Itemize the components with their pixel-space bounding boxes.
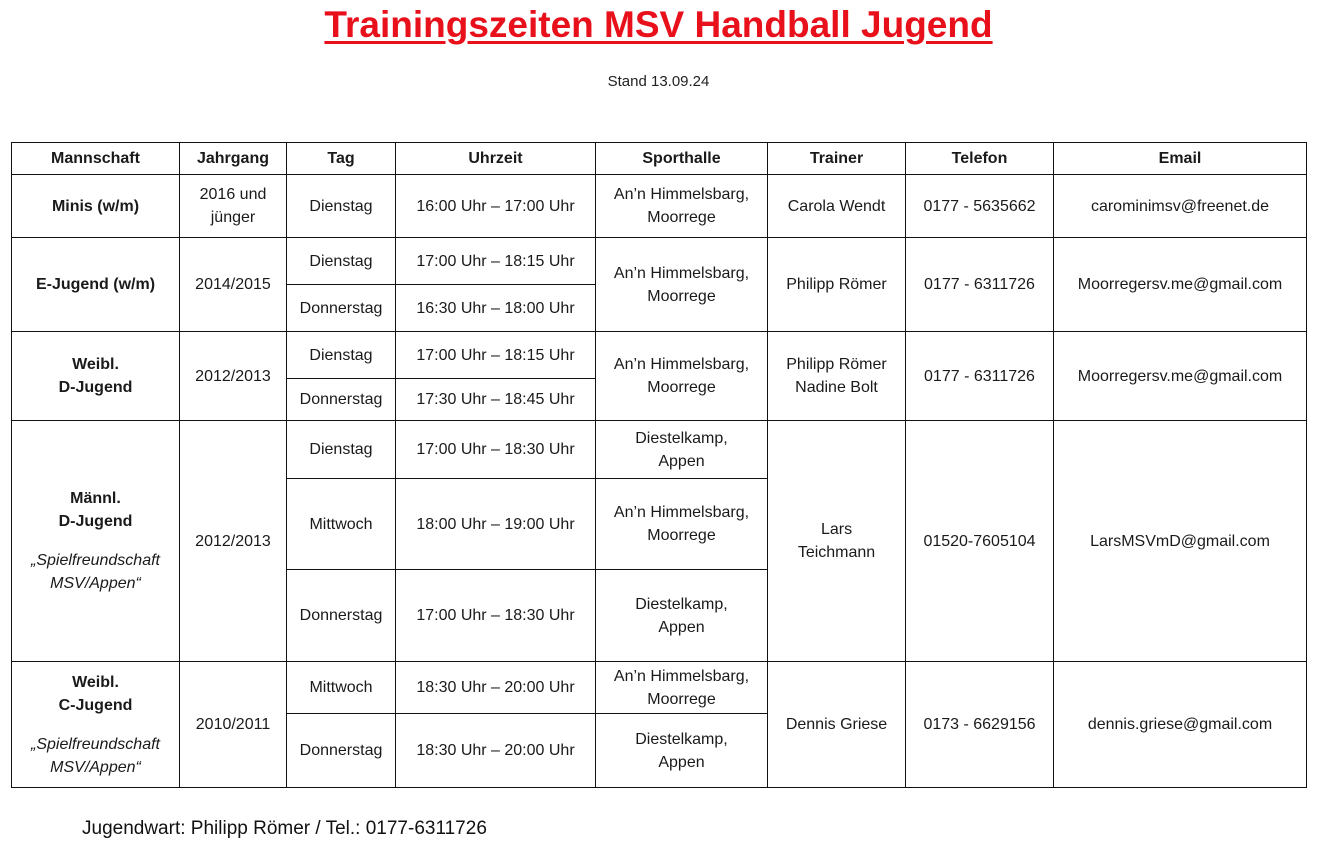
team-name: E-Jugend (w/m) bbox=[35, 276, 156, 293]
tag-cell: Donnerstag bbox=[287, 714, 396, 788]
sporthalle-cell bbox=[596, 570, 768, 662]
team-subtitle bbox=[16, 733, 175, 779]
stand-date: Stand 13.09.24 bbox=[607, 73, 710, 90]
sporthalle: An’n Himmelsbarg, bbox=[613, 264, 750, 282]
training-schedule-table bbox=[11, 142, 1307, 788]
sporthalle: Moorrege bbox=[647, 209, 716, 226]
tag-cell: Dienstag bbox=[287, 238, 396, 285]
jahrgang-cell bbox=[180, 175, 287, 238]
header-sporthalle: Sporthalle bbox=[596, 143, 768, 175]
email-cell[interactable]: dennis.griese@gmail.com bbox=[1054, 662, 1307, 788]
header-mannschaft: Mannschaft bbox=[12, 143, 180, 175]
team-cell bbox=[12, 421, 180, 662]
sporthalle: An’n Himmelsbarg, bbox=[613, 356, 750, 373]
sporthalle-cell bbox=[596, 662, 768, 714]
trainer: Carola Wendt bbox=[787, 197, 886, 215]
trainer: Dennis Griese bbox=[785, 716, 888, 733]
tag-cell: Dienstag bbox=[287, 332, 396, 379]
team-cell bbox=[12, 332, 180, 421]
uhrzeit-cell: 17:00 Uhr – 18:15 Uhr bbox=[396, 332, 596, 379]
tag-cell: Mittwoch bbox=[287, 662, 396, 714]
table-row bbox=[12, 421, 1307, 479]
tag-cell: Dienstag bbox=[287, 421, 396, 479]
table-row bbox=[12, 332, 1307, 379]
uhrzeit-cell: 18:30 Uhr – 20:00 Uhr bbox=[396, 662, 596, 714]
sporthalle-cell bbox=[596, 175, 768, 238]
trainer-cell bbox=[768, 662, 906, 788]
header-row bbox=[12, 143, 1307, 175]
tag-cell: Mittwoch bbox=[287, 479, 396, 570]
header-email: Email bbox=[1054, 143, 1307, 175]
jahrgang: 2014/2015 bbox=[195, 276, 271, 293]
uhrzeit-cell: 16:00 Uhr – 17:00 Uhr bbox=[396, 175, 596, 238]
jahrgang: 2010/2011 bbox=[195, 716, 271, 733]
team-name: Weibl. bbox=[72, 673, 119, 691]
team-cell bbox=[12, 175, 180, 238]
tag-cell: Dienstag bbox=[287, 175, 396, 238]
team-cell bbox=[12, 662, 180, 788]
jahrgang: 2012/2013 bbox=[195, 367, 271, 385]
jahrgang: 2012/2013 bbox=[195, 532, 271, 550]
header-tag: Tag bbox=[287, 143, 396, 175]
team-subtitle-line: MSV/Appen“ bbox=[50, 758, 141, 776]
uhrzeit-cell: 16:30 Uhr – 18:00 Uhr bbox=[396, 285, 596, 332]
trainer-cell bbox=[768, 332, 906, 421]
sporthalle-cell bbox=[596, 714, 768, 788]
jahrgang: jünger bbox=[210, 209, 256, 226]
header-jahrgang: Jahrgang bbox=[180, 143, 287, 175]
sporthalle: An’n Himmelsbarg, bbox=[613, 186, 750, 203]
team-name: D-Jugend bbox=[58, 513, 133, 530]
sporthalle: An’n Himmelsbarg, bbox=[613, 504, 750, 521]
trainer-cell bbox=[768, 421, 906, 662]
sporthalle-cell bbox=[596, 332, 768, 421]
email-cell[interactable]: Moorregersv.me@gmail.com bbox=[1054, 332, 1307, 421]
team-name: Minis (w/m) bbox=[51, 197, 140, 215]
team-name: D-Jugend bbox=[58, 379, 133, 396]
jahrgang: 2016 und bbox=[199, 186, 267, 203]
sporthalle-cell bbox=[596, 238, 768, 332]
uhrzeit-cell: 17:30 Uhr – 18:45 Uhr bbox=[396, 379, 596, 421]
telefon-cell: 0177 - 6311726 bbox=[906, 238, 1054, 332]
page-title: Trainingszeiten MSV Handball Jugend bbox=[324, 4, 993, 45]
header-trainer: Trainer bbox=[768, 143, 906, 175]
table-row bbox=[12, 175, 1307, 238]
trainer: Lars bbox=[820, 521, 853, 538]
sporthalle: Appen bbox=[658, 618, 705, 636]
trainer: Philipp Römer bbox=[786, 276, 887, 293]
tag-cell: Donnerstag bbox=[287, 379, 396, 421]
sporthalle: Appen bbox=[658, 753, 705, 771]
sporthalle: Diestelkamp, bbox=[635, 429, 728, 447]
jahrgang-cell bbox=[180, 662, 287, 788]
email-cell[interactable]: Moorregersv.me@gmail.com bbox=[1054, 238, 1307, 332]
uhrzeit-cell: 17:00 Uhr – 18:15 Uhr bbox=[396, 238, 596, 285]
sporthalle: Moorrege bbox=[647, 379, 716, 396]
trainer: Philipp Römer bbox=[786, 356, 887, 373]
uhrzeit-cell: 18:00 Uhr – 19:00 Uhr bbox=[396, 479, 596, 570]
telefon-cell: 0173 - 6629156 bbox=[906, 662, 1054, 788]
header-uhrzeit: Uhrzeit bbox=[396, 143, 596, 175]
trainer: Nadine Bolt bbox=[795, 379, 878, 396]
tag-cell: Donnerstag bbox=[287, 570, 396, 662]
team-name: C-Jugend bbox=[58, 696, 133, 714]
email-cell[interactable]: carominimsv@freenet.de bbox=[1054, 175, 1307, 238]
sporthalle: Diestelkamp, bbox=[635, 595, 728, 613]
sporthalle: Appen bbox=[658, 452, 705, 470]
team-cell bbox=[12, 238, 180, 332]
trainer-cell bbox=[768, 175, 906, 238]
team-subtitle-line: MSV/Appen“ bbox=[50, 575, 141, 592]
sporthalle: Diestelkamp, bbox=[635, 730, 728, 748]
trainer-cell bbox=[768, 238, 906, 332]
sporthalle: Moorrege bbox=[647, 690, 716, 708]
telefon-cell: 0177 - 6311726 bbox=[906, 332, 1054, 421]
telefon-cell: 0177 - 5635662 bbox=[906, 175, 1054, 238]
sporthalle: Moorrege bbox=[647, 527, 716, 544]
jahrgang-cell bbox=[180, 421, 287, 662]
sporthalle-cell bbox=[596, 421, 768, 479]
jahrgang-cell bbox=[180, 332, 287, 421]
team-subtitle bbox=[16, 549, 175, 595]
team-subtitle-line: „Spielfreundschaft bbox=[31, 735, 160, 753]
table-row bbox=[12, 662, 1307, 714]
footer-contact: Jugendwart: Philipp Römer / Tel.: 0177-6311726 bbox=[82, 818, 487, 839]
team-name: Männl. bbox=[70, 490, 121, 507]
uhrzeit-cell: 17:00 Uhr – 18:30 Uhr bbox=[396, 421, 596, 479]
tag-cell: Donnerstag bbox=[287, 285, 396, 332]
table-row bbox=[12, 238, 1307, 285]
trainer: Teichmann bbox=[797, 544, 876, 561]
sporthalle-cell bbox=[596, 479, 768, 570]
uhrzeit-cell: 18:30 Uhr – 20:00 Uhr bbox=[396, 714, 596, 788]
sporthalle: An’n Himmelsbarg, bbox=[613, 667, 750, 685]
telefon-cell: 01520-7605104 bbox=[906, 421, 1054, 662]
team-subtitle-line: „Spielfreundschaft bbox=[31, 552, 160, 569]
uhrzeit-cell: 17:00 Uhr – 18:30 Uhr bbox=[396, 570, 596, 662]
email-cell[interactable]: LarsMSVmD@gmail.com bbox=[1054, 421, 1307, 662]
jahrgang-cell bbox=[180, 238, 287, 332]
sporthalle: Moorrege bbox=[647, 287, 716, 305]
team-name: Weibl. bbox=[72, 356, 119, 373]
header-telefon: Telefon bbox=[906, 143, 1054, 175]
